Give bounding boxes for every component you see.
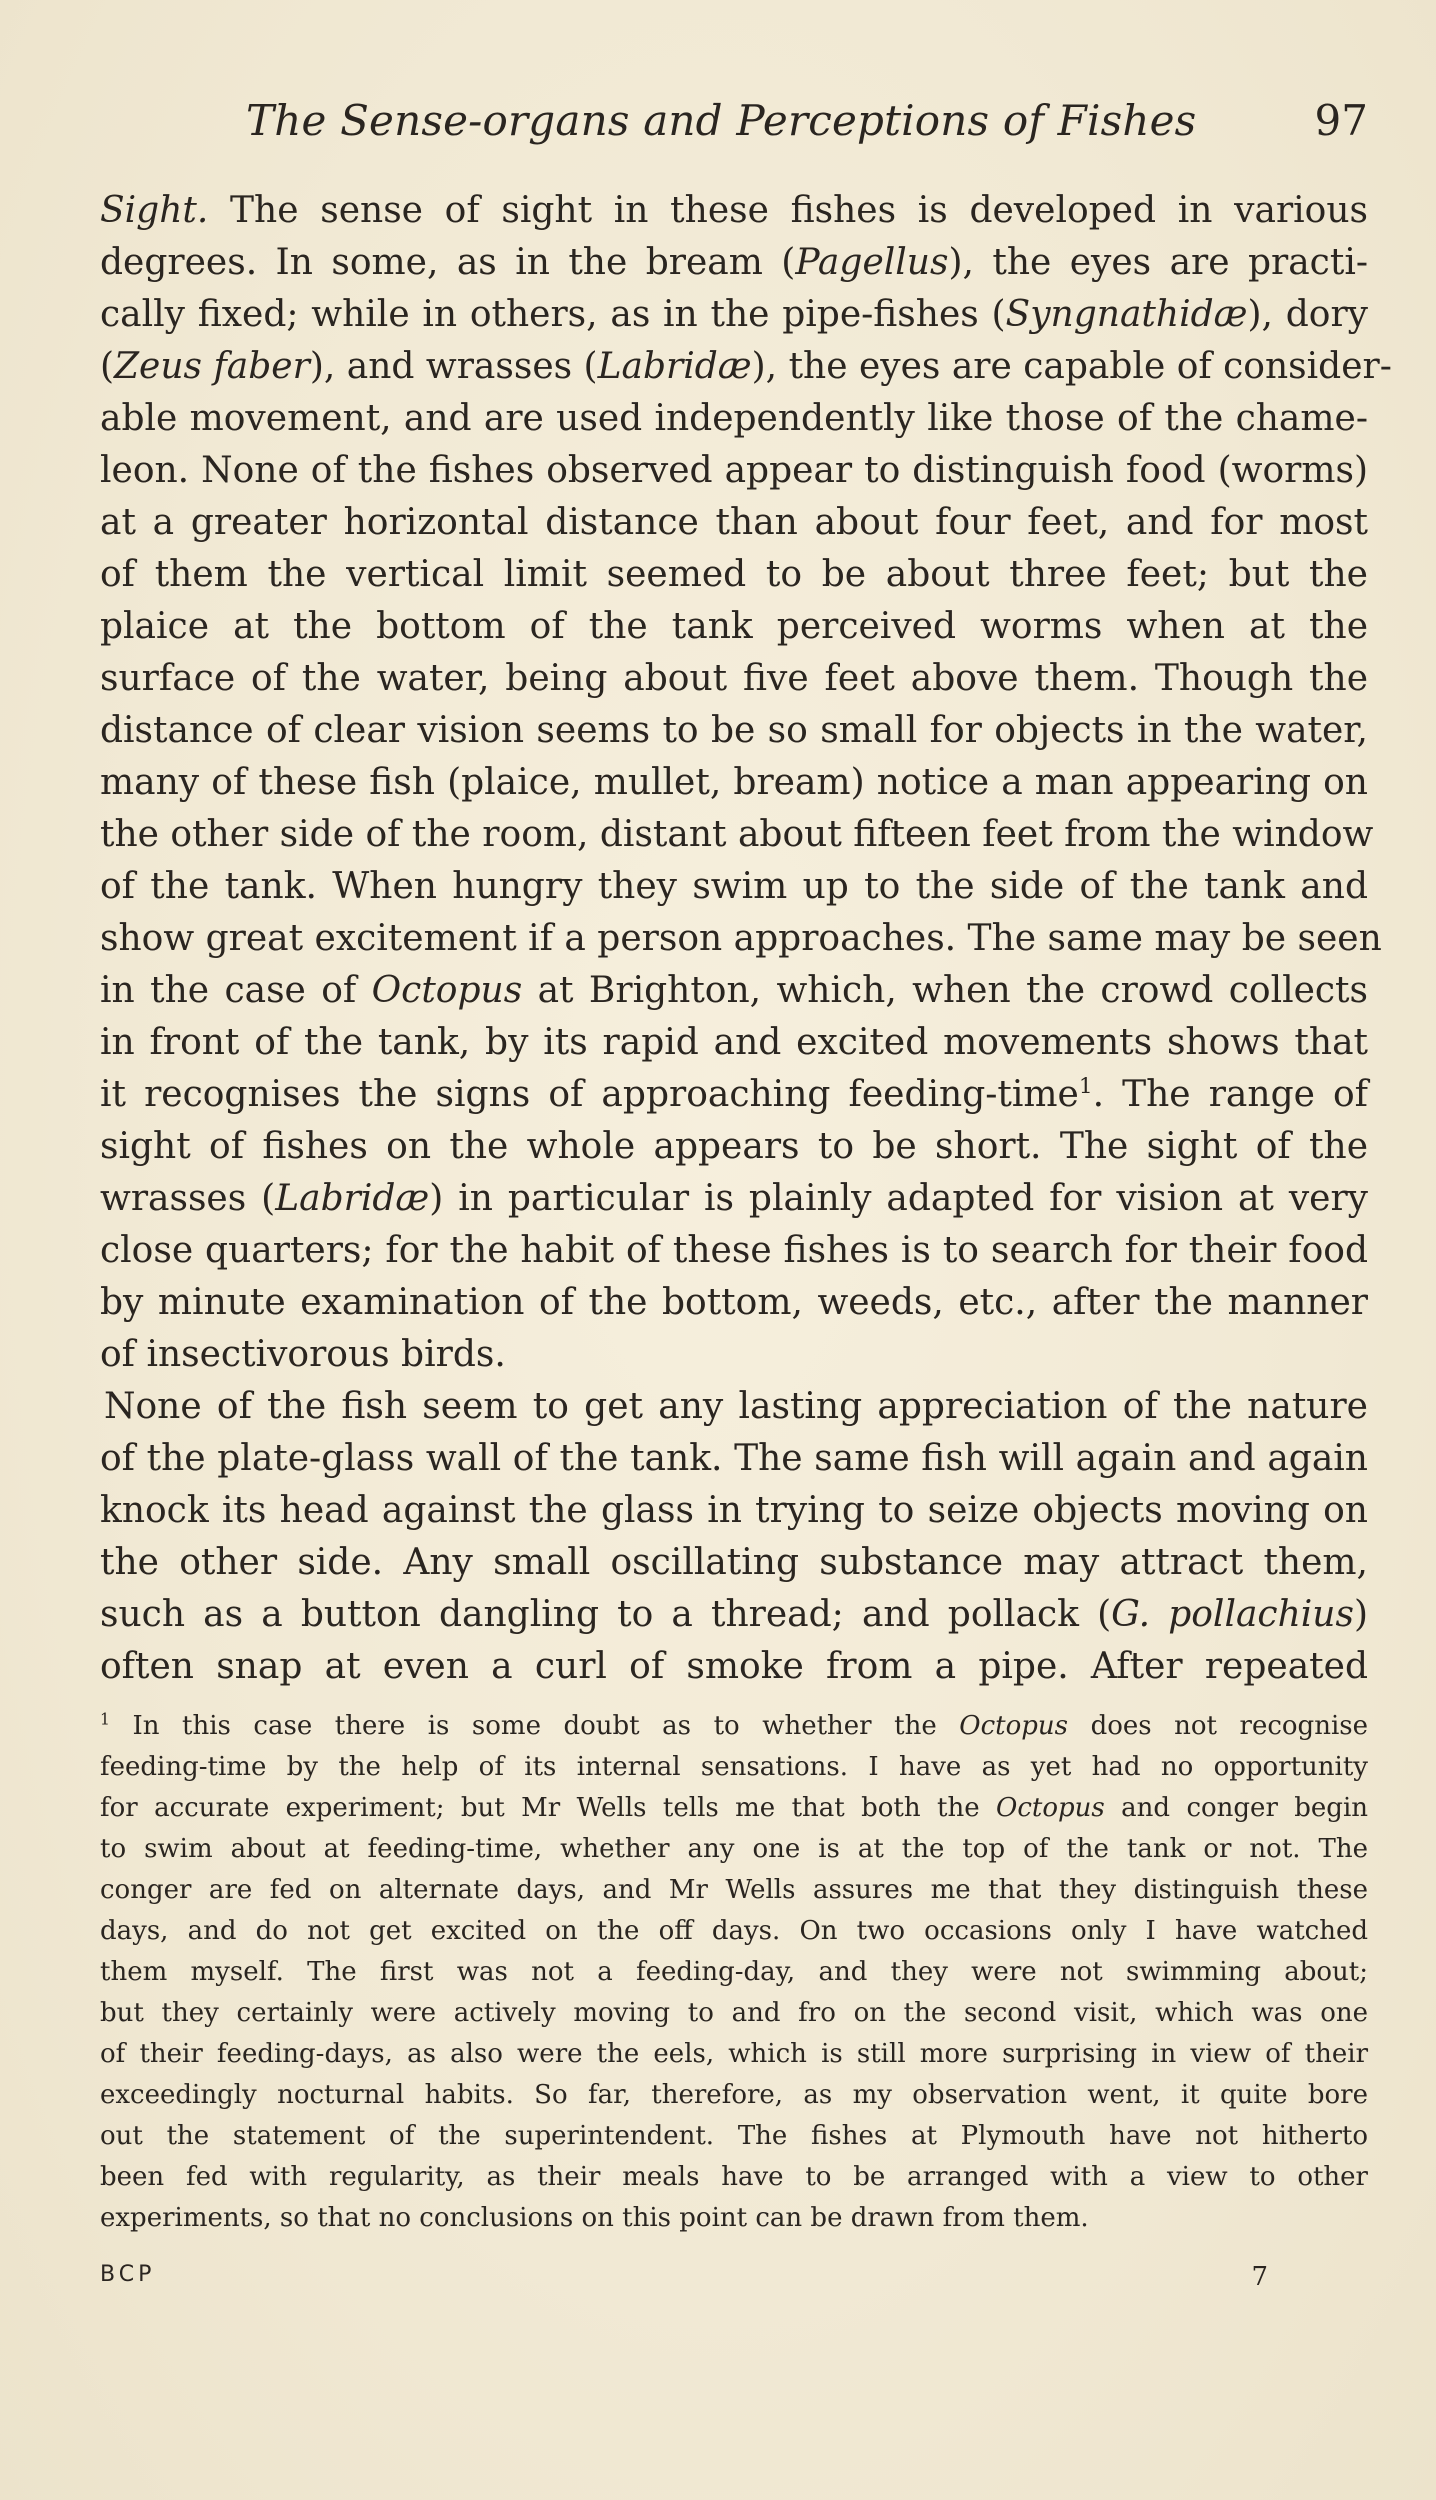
text-line: often snap at even a curl of smoke from a pipe. After repeated [100,1646,1368,1687]
footnote-line: conger are fed on alternate days, and Mr Wells assures me that they distinguish these [100,1875,1368,1905]
signature-mark: BCP [100,2262,156,2287]
text-line: knock its head against the glass in trying to seize objects moving on [100,1490,1368,1531]
footnote-line: them myself. The first was not a feeding-day, and they were not swimming about; [100,1957,1368,1987]
text-line: by minute examination of the bottom, weeds, etc., after the manner [100,1282,1368,1323]
body-text [100,185,1392,1693]
footnote-line: exceedingly nocturnal habits. So far, therefore, as my observation went, it quite bore [100,2080,1368,2110]
footnote-line: experiments, so that no conclusions on this point can be drawn from them. [100,2203,1089,2233]
text-line: many of these fish (plaice, mullet, bream) notice a man appearing on [100,762,1368,803]
text-line: in the case of Octopus at Brighton, which, when the crowd collects [100,970,1368,1011]
text-line: leon. None of the fishes observed appear to distinguish food (worms) [100,450,1368,491]
page-number: 97 [1314,96,1368,145]
text-line: surface of the water, being about five feet above them. Though the [100,658,1368,699]
printer-signature [100,2262,1368,2302]
footnote-reference: 1 [1078,1074,1093,1099]
footnote-line: feeding-time by the help of its internal sensations. I have as yet had no opportunity [100,1752,1368,1782]
text-line: such as a button dangling to a thread; and pollack (G. pollachius) [100,1594,1368,1635]
page-header [100,96,1368,160]
text-line: Sight. The sense of sight in these fishes is developed in various [100,190,1368,231]
text-line: of insectivorous birds. [100,1334,506,1375]
text-line: it recognises the signs of approaching feeding-time$^1$. The range of [100,1074,1369,1115]
text-line: sight of fishes on the whole appears to be short. The sight of the [100,1126,1368,1167]
text-line: None of the fish seem to get any lasting appreciation of the nature [104,1386,1368,1427]
footnote-line: but they certainly were actively moving to and fro on the second visit, which was one [100,1998,1368,2028]
text-line: of the tank. When hungry they swim up to the side of the tank and [100,866,1368,907]
text-line: of the plate-glass wall of the tank. The same fish will again and again [100,1438,1368,1479]
signature-number: 7 [1251,2262,1268,2292]
footnote-line: to swim about at feeding-time, whether any one is at the top of the tank or not. The [100,1834,1368,1864]
footnote-line: been fed with regularity, as their meals have to be arranged with a view to other [100,2162,1368,2192]
text-line: plaice at the bottom of the tank perceived worms when at the [100,606,1368,647]
text-line: distance of clear vision seems to be so small for objects in the water, [100,710,1368,751]
text-line: of them the vertical limit seemed to be about three feet; but the [100,554,1368,595]
footnote-line: days, and do not get excited on the off days. On two occasions only I have watched [100,1916,1368,1946]
footnote [100,1706,1368,2239]
text-line: close quarters; for the habit of these fishes is to search for their food [100,1230,1368,1271]
footnote-line: of their feeding-days, as also were the eels, which is still more surprising in view of their [100,2039,1368,2069]
footnote-line: $^1$ In this case there is some doubt as to whether the Octopus does not recognise [100,1710,1368,1741]
footnote-line: for accurate experiment; but Mr Wells tells me that both the Octopus and conger begin [100,1793,1369,1823]
text-line: cally fixed; while in others, as in the pipe-fishes (Syngnathidæ), dory [100,294,1368,335]
text-line: (Zeus faber), and wrasses (Labridæ), the eyes are capable of consider- [100,346,1392,387]
text-line: wrasses (Labridæ) in particular is plainly adapted for vision at very [100,1178,1369,1219]
text-line: degrees. In some, as in the bream (Pagellus), the eyes are practi- [100,242,1368,283]
text-line: the other side of the room, distant about fifteen feet from the window [100,814,1374,855]
running-title: The Sense-organs and Perceptions of Fishes [246,96,1197,145]
footnote-marker: 1 [100,1710,110,1729]
text-line: show great excitement if a person approaches. The same may be seen [100,918,1382,959]
text-line: in front of the tank, by its rapid and excited movements shows that [100,1022,1368,1063]
footnote-line: out the statement of the superintendent. The fishes at Plymouth have not hitherto [100,2121,1368,2151]
text-line: the other side. Any small oscillating substance may attract them, [100,1542,1368,1583]
text-line: able movement, and are used independently like those of the chame- [100,398,1368,439]
text-line: at a greater horizontal distance than about four feet, and for most [100,502,1368,543]
